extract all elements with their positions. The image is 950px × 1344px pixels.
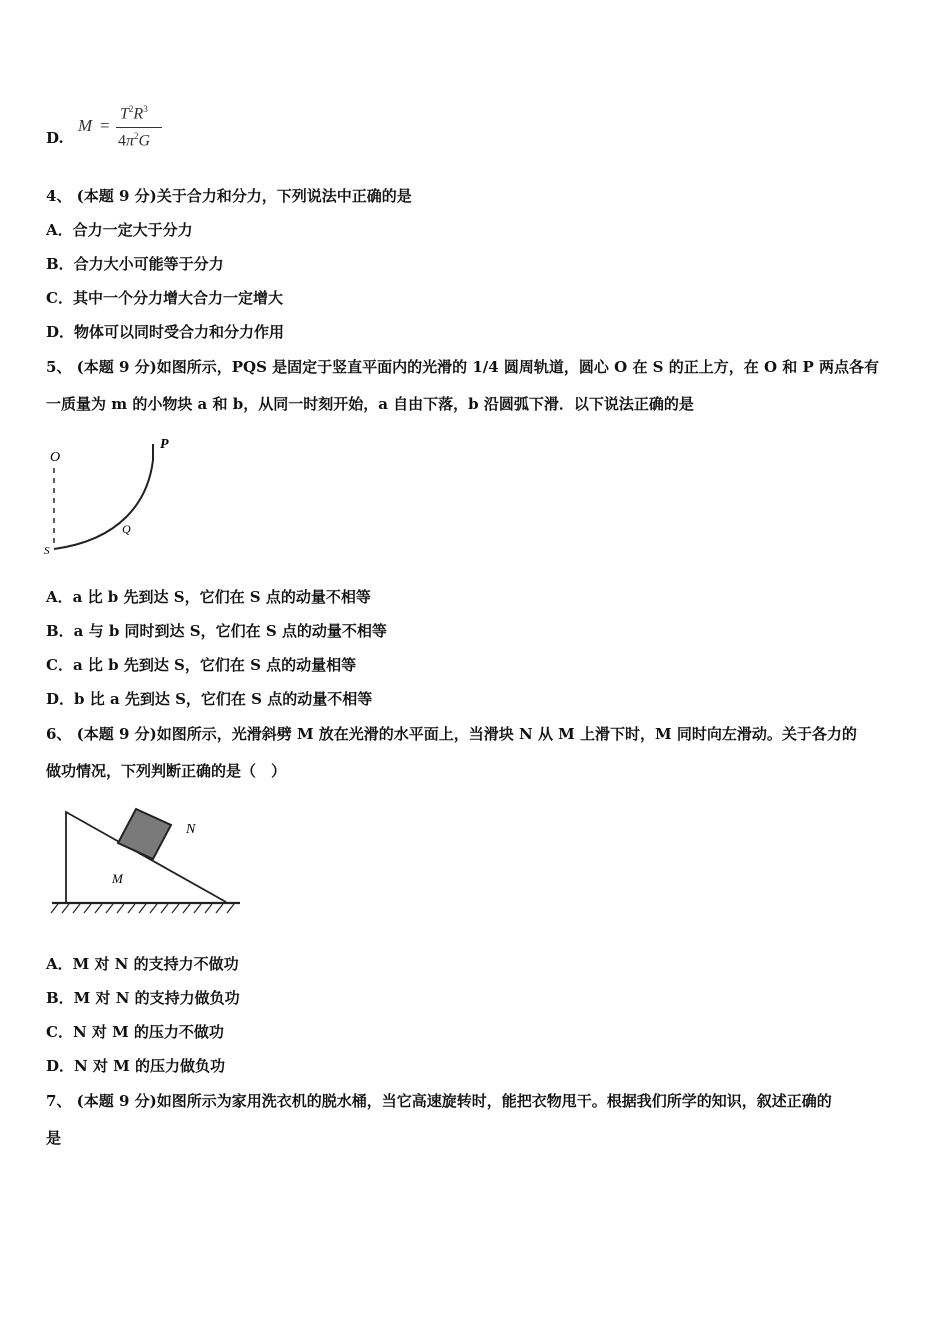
wedge-block-figure: [44, 800, 248, 924]
q7-stem-line1: 7、 (本题 9 分)如图所示为家用洗衣机的脱水桶，当它高速旋转时，能把衣物甩干。根据我们所学的知识，叙述正确的: [46, 1092, 832, 1110]
formula-fraction-bar: [116, 127, 162, 128]
q6-option-b: B．M 对 N 的支持力做负功: [46, 989, 240, 1007]
q6-option-a: A．M 对 N 的支持力不做功: [46, 955, 239, 973]
q5-option-a: A．a 比 b 先到达 S，它们在 S 点的动量不相等: [46, 588, 371, 606]
formula-num-t-exp: 2: [128, 104, 134, 114]
q4-option-a: A．合力一定大于分力: [46, 221, 193, 239]
q5-stem-line2: 一质量为 m 的小物块 a 和 b，从同一时刻开始，a 自由下落，b 沿圆弧下滑．以下说法正确的是: [46, 395, 694, 413]
formula-mass: [78, 100, 188, 150]
q5-option-b: B．a 与 b 同时到达 S，它们在 S 点的动量不相等: [46, 622, 387, 640]
arc-track: [54, 444, 153, 549]
q4-option-b: B．合力大小可能等于分力: [46, 255, 224, 273]
formula-den-pi-exp: 2: [134, 131, 139, 141]
label-o: O: [50, 450, 61, 465]
q5-option-c: C．a 比 b 先到达 S，它们在 S 点的动量相等: [46, 656, 357, 674]
formula-num-r-exp: 3: [143, 104, 148, 114]
formula-den-4: 4: [118, 132, 126, 150]
formula-num-r: R: [133, 105, 144, 123]
q5-stem-line1: 5、 (本题 9 分)如图所示，PQS 是固定于竖直平面内的光滑的 1/4 圆周轨道，圆心 O 在 S 的正上方，在 O 和 P 两点各有: [46, 358, 879, 376]
q7-stem-line2: 是: [46, 1129, 62, 1147]
formula-denominator: [118, 131, 150, 150]
q6-option-d: D．N 对 M 的压力做负功: [46, 1057, 225, 1075]
block-n: [118, 809, 171, 859]
label-m: M: [112, 871, 123, 886]
option-d-label: D.: [46, 129, 64, 147]
label-q: Q: [122, 522, 131, 536]
q6-stem-line2: 做功情况，下列判断正确的是（ ）: [46, 762, 287, 780]
q4-option-c: C．其中一个分力增大合力一定增大: [46, 289, 283, 307]
formula-lhs: M: [78, 116, 93, 135]
formula-den-g: G: [138, 132, 151, 150]
ground-hatching: [51, 904, 234, 913]
label-n: N: [186, 822, 196, 837]
label-s: S: [44, 545, 50, 557]
q5-option-d: D．b 比 a 先到达 S，它们在 S 点的动量不相等: [46, 690, 373, 708]
formula-equals: =: [100, 116, 110, 135]
formula-den-pi: π: [126, 132, 135, 150]
q6-stem-line1: 6、 (本题 9 分)如图所示，光滑斜劈 M 放在光滑的水平面上，当滑块 N 从 M 上滑下时，M 同时向左滑动。关于各力的: [46, 725, 857, 743]
q4-stem: 4、 (本题 9 分)关于合力和分力，下列说法中正确的是: [46, 187, 412, 205]
formula-num-t: T: [120, 105, 129, 123]
q6-option-c: C．N 对 M 的压力不做功: [46, 1023, 224, 1041]
q4-option-d: D．物体可以同时受合力和分力作用: [46, 323, 285, 341]
label-p: P: [160, 437, 169, 452]
formula-numerator: [120, 104, 148, 123]
quarter-circle-track-figure: [40, 432, 190, 562]
